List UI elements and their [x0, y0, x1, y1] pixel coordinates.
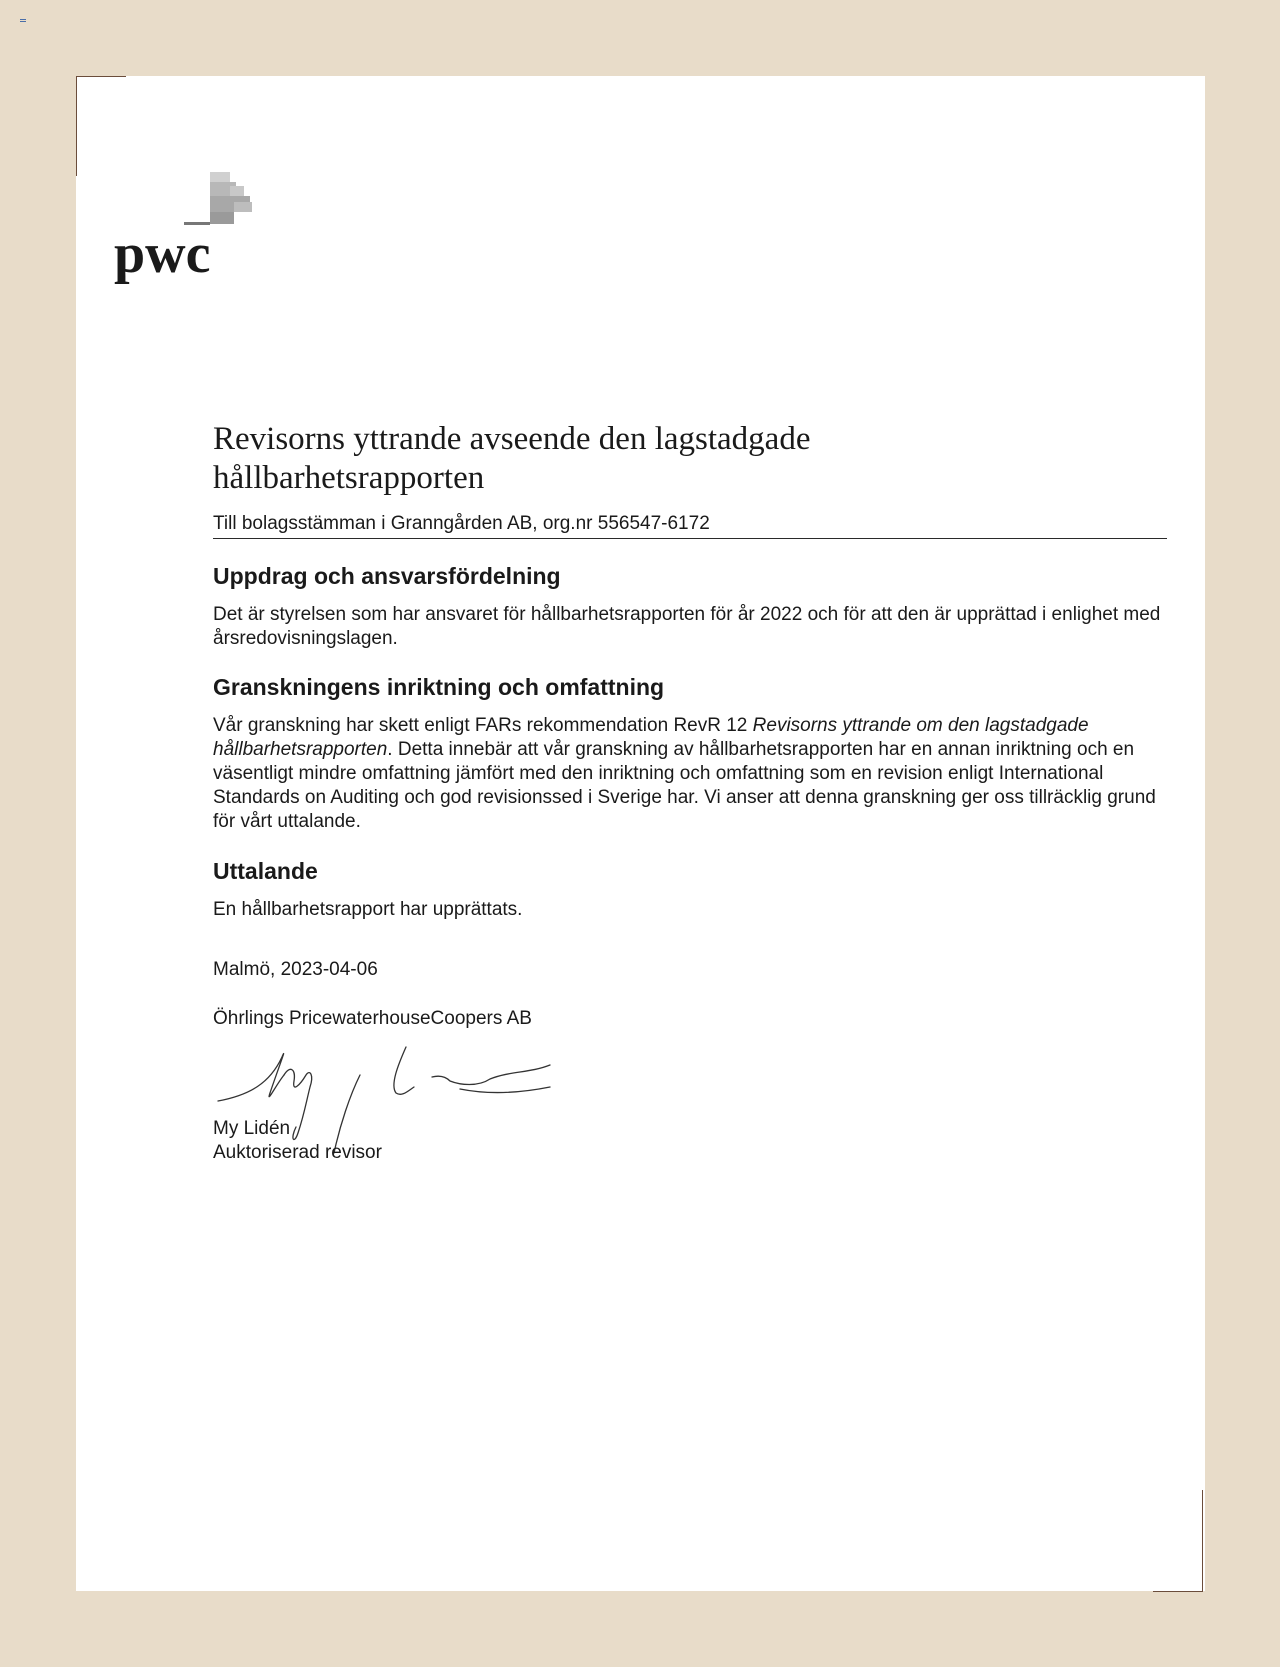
section-heading-granskning: Granskningens inriktning och omfattning: [213, 674, 665, 700]
section-body-uttalande: En hållbarhetsrapport har upprättats.: [213, 899, 523, 920]
document-title-line-1: Revisorns yttrande avseende den lagstadgade: [213, 421, 811, 457]
body-text-prefix: Vår granskning har skett enligt FARs rekommendation RevR 12: [213, 715, 753, 736]
title-rule: [213, 538, 1167, 539]
crop-mark-bottom-right: [1153, 1591, 1203, 1592]
signatory-name: My Lidén: [213, 1118, 291, 1139]
crop-mark-top-left-vertical: [76, 76, 77, 176]
firm-name: Öhrlings PricewaterhouseCoopers AB: [213, 1008, 532, 1029]
section-heading-uppdrag: Uppdrag och ansvarsfördelning: [213, 563, 561, 589]
signatory-title: Auktoriserad revisor: [213, 1142, 382, 1163]
section-body-granskning: [213, 714, 1173, 834]
body-text-italic-title: Revisorns yttrande om den lagstadgade hållbarhetsrapporten: [213, 715, 1089, 760]
section-heading-uttalande: Uttalande: [213, 858, 318, 884]
addressee: Till bolagsstämman i Granngården AB, org.nr 556547-6172: [213, 513, 710, 534]
section-body-uppdrag: Det är styrelsen som har ansvaret för hållbarhetsrapporten för år 2022 och för att den är upprättad i enlighet med årsredovisningslagen.: [213, 604, 1161, 649]
pwc-logo-text: pwc: [114, 223, 211, 285]
document-title: [213, 420, 1013, 498]
document-title-line-2: hållbarhetsrapporten: [213, 460, 485, 496]
place-date: Malmö, 2023-04-06: [213, 959, 378, 980]
crop-mark-bottom-right-vertical: [1202, 1490, 1203, 1591]
crop-mark-top-left: [76, 76, 126, 77]
menu-icon[interactable]: [20, 19, 26, 24]
body-text-suffix: . Detta innebär att vår granskning av hållbarhetsrapporten har en annan inriktning och en väsentligt mindre omfattning jämfört med den inriktning och omfattning som en revision enligt International Standards on Auditing och god revisionssed i Sverige har. Vi anser att denna granskning ger oss tillräcklig grund för vårt uttalande.: [213, 739, 1156, 832]
pwc-logo: [114, 168, 274, 288]
